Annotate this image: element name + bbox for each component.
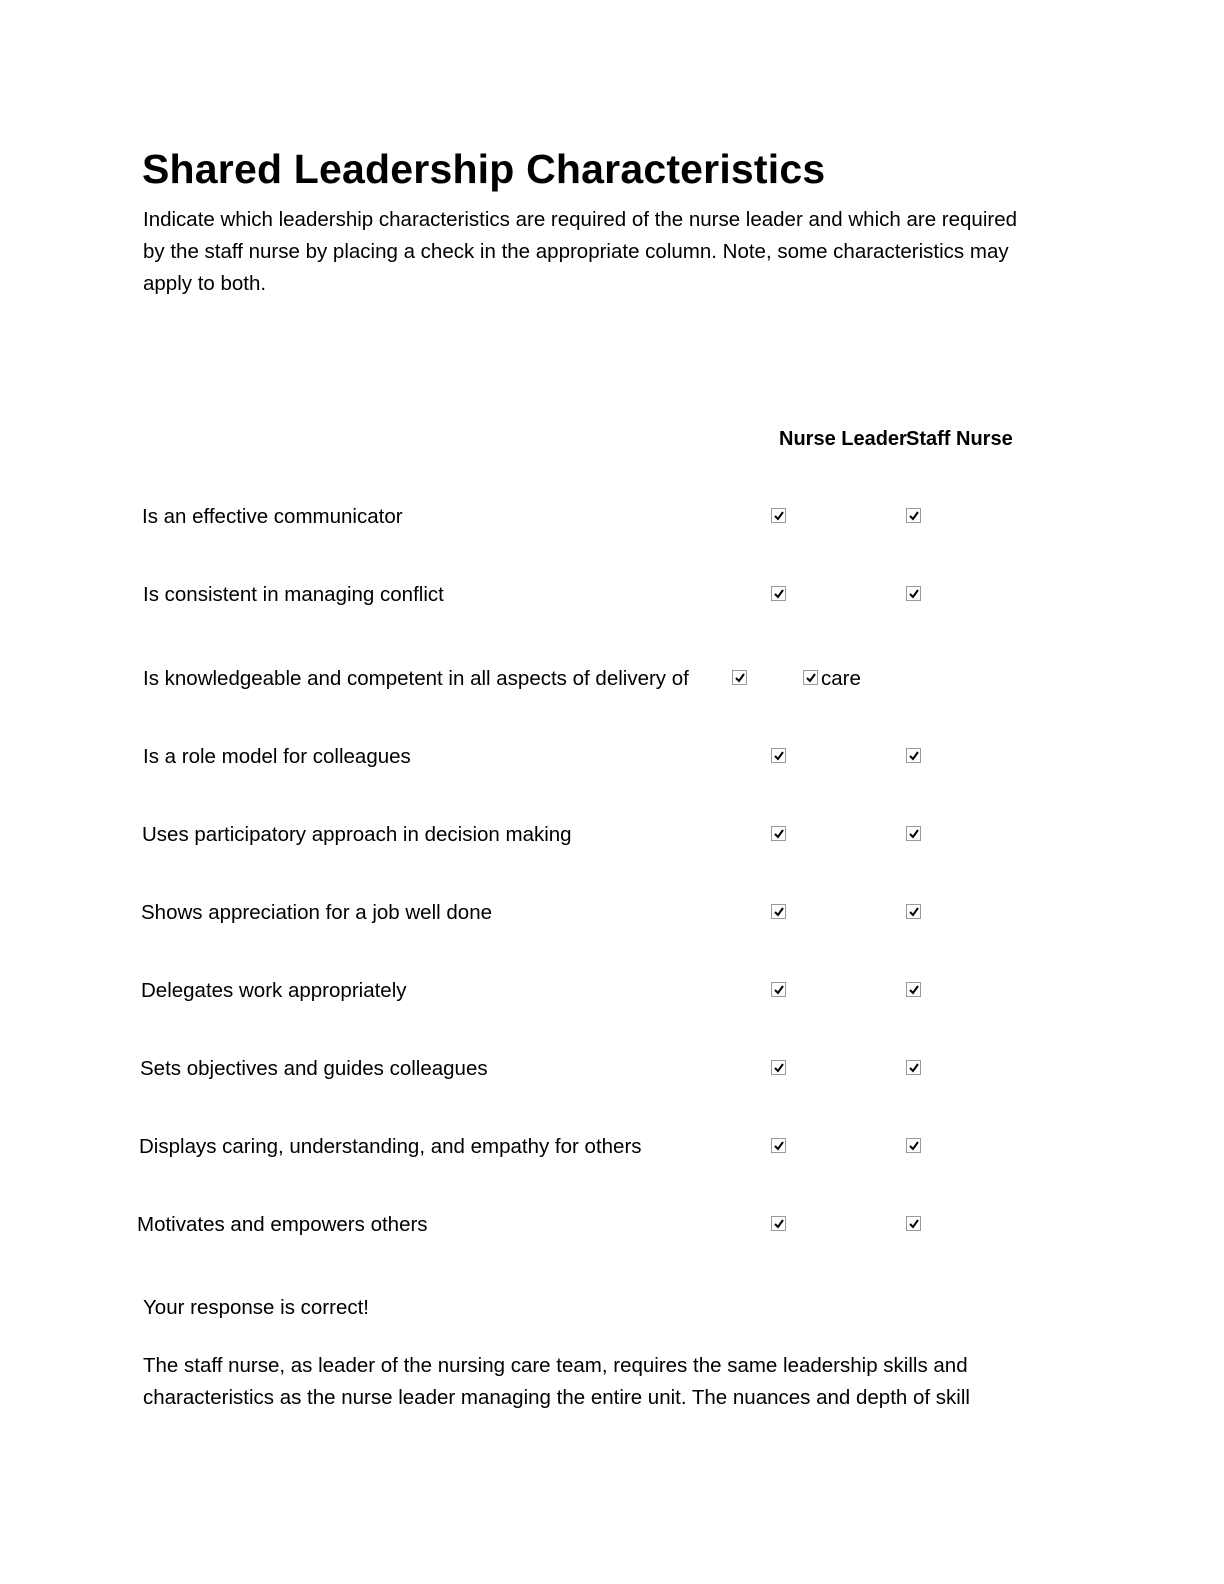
staff-nurse-checkbox[interactable] xyxy=(906,1060,921,1075)
checkmark-icon xyxy=(908,984,920,996)
page-title: Shared Leadership Characteristics xyxy=(142,146,826,192)
checkmark-icon xyxy=(773,1218,785,1230)
checkmark-icon xyxy=(908,510,920,522)
staff-nurse-checkbox[interactable] xyxy=(906,1216,921,1231)
checkmark-icon xyxy=(908,1218,920,1230)
nurse-leader-checkbox[interactable] xyxy=(771,904,786,919)
staff-nurse-checkbox[interactable] xyxy=(906,748,921,763)
result-message: Your response is correct! xyxy=(143,1296,369,1319)
row-label: Is a role model for colleagues xyxy=(143,745,411,768)
nurse-leader-checkbox[interactable] xyxy=(732,670,747,685)
checkmark-icon xyxy=(908,906,920,918)
checkmark-icon xyxy=(773,750,785,762)
checkmark-icon xyxy=(773,1140,785,1152)
checkmark-icon xyxy=(773,588,785,600)
nurse-leader-checkbox[interactable] xyxy=(771,1216,786,1231)
column-header-nurse-leader: Nurse Leader xyxy=(779,428,907,450)
row-label: Motivates and empowers others xyxy=(137,1213,428,1236)
checkmark-icon xyxy=(773,984,785,996)
row-label: Delegates work appropriately xyxy=(141,979,407,1002)
checkmark-icon xyxy=(773,906,785,918)
checkmark-icon xyxy=(773,510,785,522)
checkmark-icon xyxy=(805,672,817,684)
nurse-leader-checkbox[interactable] xyxy=(771,1060,786,1075)
checkmark-icon xyxy=(908,1062,920,1074)
staff-nurse-checkbox[interactable] xyxy=(906,1138,921,1153)
row-label: Displays caring, understanding, and empathy for others xyxy=(139,1135,642,1158)
nurse-leader-checkbox[interactable] xyxy=(771,508,786,523)
checkmark-icon xyxy=(908,588,920,600)
checkmark-icon xyxy=(908,1140,920,1152)
staff-nurse-checkbox[interactable] xyxy=(906,826,921,841)
checkmark-icon xyxy=(734,672,746,684)
checkmark-icon xyxy=(773,1062,785,1074)
nurse-leader-checkbox[interactable] xyxy=(771,826,786,841)
checkmark-icon xyxy=(908,750,920,762)
instructions: Indicate which leadership characteristics are required of the nurse leader and which are required by the staff nurse by placing a check in the appropriate column. Note, some characteristics may apply to both. xyxy=(143,208,1018,295)
row-label: Is knowledgeable and competent in all aspects of delivery of xyxy=(143,667,689,690)
staff-nurse-checkbox[interactable] xyxy=(803,670,818,685)
explanation-text: The staff nurse, as leader of the nursing care team, requires the same leadership skills and characteristics as the nurse leader managing the entire unit. The nuances and depth of skill xyxy=(143,1354,970,1409)
row-label: Is consistent in managing conflict xyxy=(143,583,444,606)
row-label: Is an effective communicator xyxy=(142,505,403,528)
nurse-leader-checkbox[interactable] xyxy=(771,748,786,763)
staff-nurse-checkbox[interactable] xyxy=(906,508,921,523)
row-label-suffix: care xyxy=(821,667,861,690)
staff-nurse-checkbox[interactable] xyxy=(906,982,921,997)
row-label: Shows appreciation for a job well done xyxy=(141,901,492,924)
staff-nurse-checkbox[interactable] xyxy=(906,904,921,919)
row-label: Sets objectives and guides colleagues xyxy=(140,1057,488,1080)
nurse-leader-checkbox[interactable] xyxy=(771,1138,786,1153)
checkmark-icon xyxy=(908,828,920,840)
nurse-leader-checkbox[interactable] xyxy=(771,982,786,997)
column-header-staff-nurse: Staff Nurse xyxy=(906,428,1013,450)
checkmark-icon xyxy=(773,828,785,840)
row-label: Uses participatory approach in decision making xyxy=(142,823,572,846)
nurse-leader-checkbox[interactable] xyxy=(771,586,786,601)
staff-nurse-checkbox[interactable] xyxy=(906,586,921,601)
